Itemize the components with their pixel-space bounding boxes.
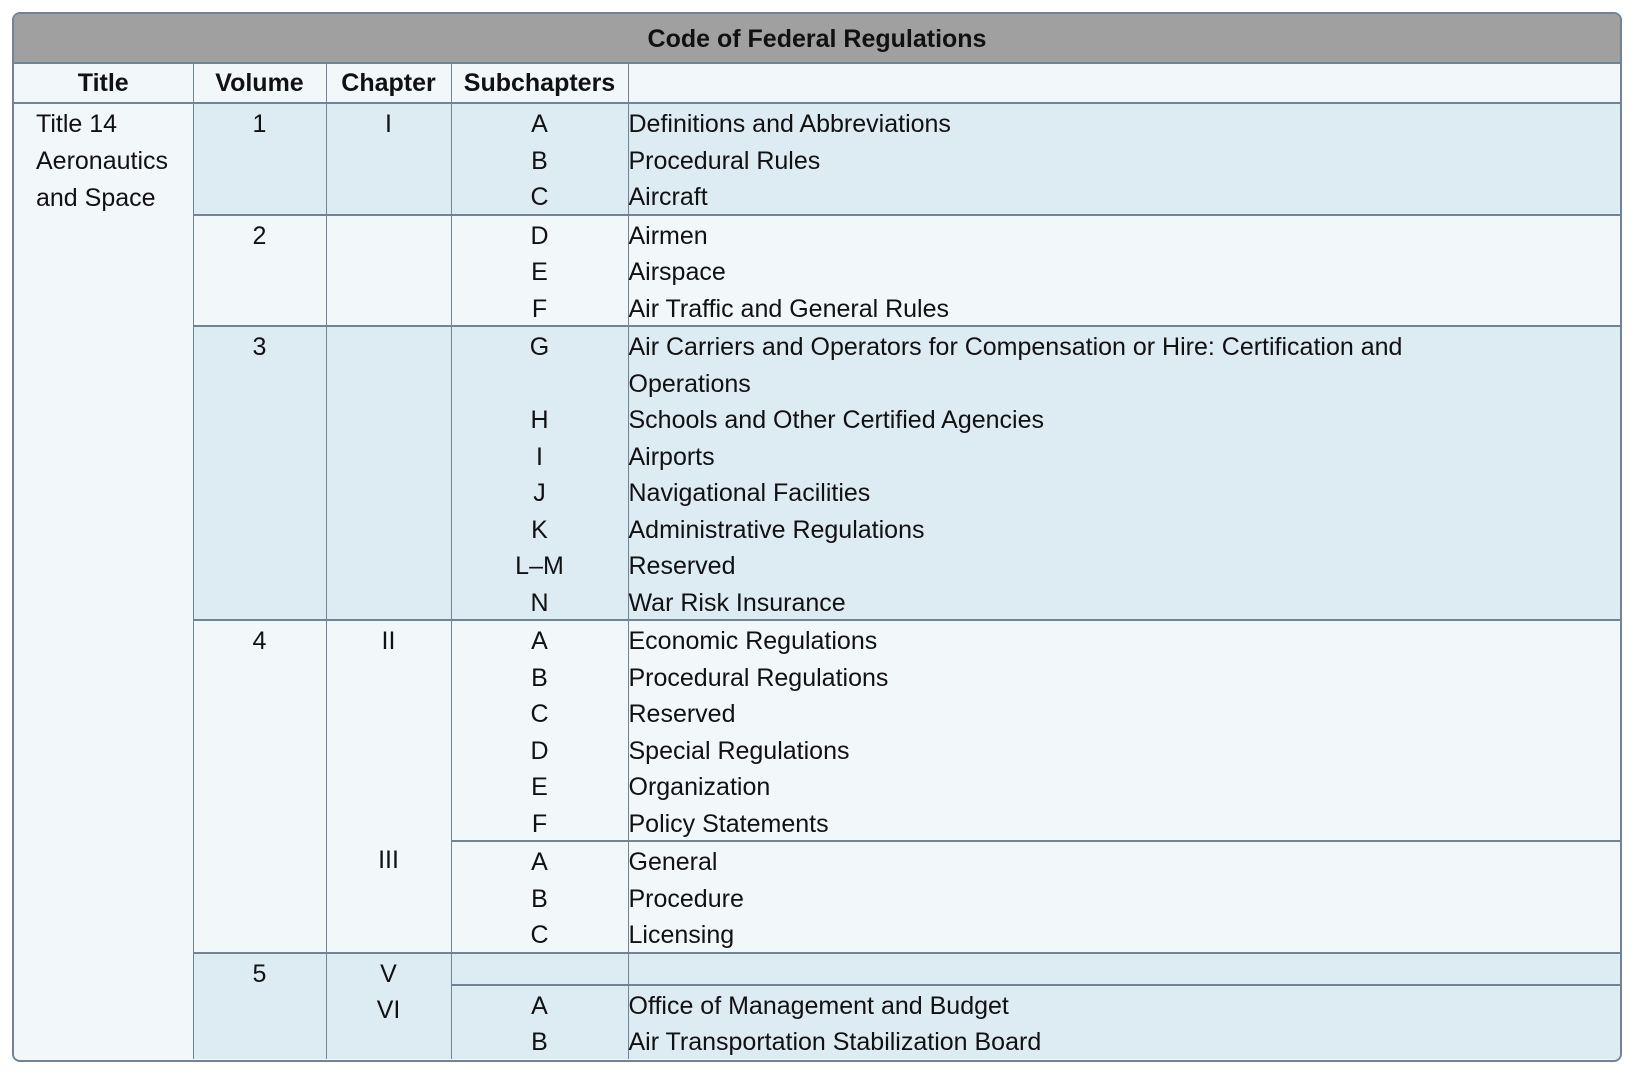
subchapter-codes [451,215,628,327]
title-line: Title 14 [36,110,118,138]
volume-row-2 [14,215,1620,327]
subchapter-codes [451,620,628,841]
subchapter-code: K [531,515,548,544]
chapter-number: I [385,110,392,138]
title-line: and Space [36,184,156,212]
header-chapter: Chapter [326,64,451,103]
subchapter-code: L–M [515,552,564,580]
subchapter-code: F [531,294,548,323]
chapter-number [327,216,451,253]
header-row [14,64,1620,103]
volume-row-3 [14,326,1620,620]
chapter-number: II [381,627,396,655]
subchapter-code: F [531,809,548,838]
chapter-number [327,327,451,364]
volume-cell [193,620,326,953]
subchapter-codes [451,841,628,953]
subchapter-code-spacer [452,364,628,401]
subchapter-names [628,326,1620,620]
subchapter-names [628,841,1620,953]
subchapter-code: A [531,110,548,138]
subchapter-code: G [529,333,550,361]
chapter-spacer [327,731,451,768]
volume-cell [193,326,326,620]
subchapter-code: A [531,991,548,1020]
subchapter-name: General [628,848,718,876]
subchapter-code: D [530,736,549,765]
cfr-table-box [12,12,1622,1062]
subchapter-code: I [536,442,543,471]
chapter-number: III [378,846,399,874]
subchapter-name: Airmen [628,221,708,250]
cfr-table [14,14,1620,1059]
subchapter-code: B [531,1028,548,1056]
volume-number: 2 [252,221,267,250]
subchapter-code: J [533,479,546,507]
volume-row-4 [14,620,1620,841]
subchapter-name: Airports [628,442,715,471]
subchapter-code: B [531,884,548,913]
subchapter-codes [451,103,628,215]
chapter-cell [326,215,451,327]
volume-number: 4 [252,627,267,655]
table-caption: Code of Federal Regulations [14,14,1620,64]
chapter-cell [326,326,451,620]
subchapter-name: Economic Regulations [628,627,878,655]
volume-number: 5 [252,959,267,988]
subchapter-name: Licensing [628,921,735,949]
title-line: Aeronautics [36,147,169,175]
chapter-number: V [380,959,397,988]
subchapter-code: A [531,848,548,876]
volume-number: 3 [252,333,267,361]
subchapter-name: Definitions and Abbreviations [628,110,951,138]
title-cell [14,103,193,1059]
subchapter-name-continued: Operations [628,369,751,398]
subchapter-name: War Risk Insurance [628,588,846,617]
volume-cell [193,103,326,215]
chapter-spacer [327,804,451,841]
chapter-spacer [327,767,451,804]
subchapter-names [628,215,1620,327]
subchapter-name: Airspace [628,258,726,286]
subchapter-name: Procedural Rules [628,146,821,175]
subchapter-name: Reserved [628,552,736,580]
chapter-cell [326,103,451,215]
chapter-cell [326,620,451,953]
subchapter-name: Air Carriers and Operators for Compensation or Hire: Certification and [628,333,1403,361]
subchapter-code: C [530,183,549,211]
subchapter-name: Aircraft [628,183,708,211]
subchapter-name: Air Traffic and General Rules [628,294,950,323]
header-names [628,64,1620,103]
subchapter-names [628,103,1620,215]
chapter-cell [326,953,451,1059]
subchapter-name: Procedural Regulations [628,663,889,692]
subchapter-name: Air Transportation Stabilization Board [628,1028,1042,1056]
header-subchapters: Subchapters [451,64,628,103]
volume-cell [193,953,326,1059]
subchapter-name: Navigational Facilities [628,479,871,507]
subchapter-name: Policy Statements [628,809,829,838]
subchapter-name: Organization [628,773,771,801]
volume-cell [193,215,326,327]
subchapter-name: Administrative Regulations [628,515,925,544]
subchapter-names-empty [628,953,1620,985]
chapter-number: VI [376,996,401,1024]
subchapter-name: Office of Management and Budget [628,991,1009,1020]
subchapter-code: C [530,921,549,949]
header-volume: Volume [193,64,326,103]
subchapter-code: A [531,627,548,655]
subchapter-names [628,985,1620,1059]
subchapter-name: Schools and Other Certified Agencies [628,406,1045,434]
subchapter-name: Reserved [628,700,736,728]
subchapter-code: N [530,588,549,617]
subchapter-code: E [531,773,548,801]
subchapter-codes [451,985,628,1059]
chapter-spacer [327,694,451,731]
subchapter-code: D [530,221,549,250]
subchapter-name: Procedure [628,884,744,913]
subchapter-codes [451,326,628,620]
subchapter-code: E [531,258,548,286]
volume-row-1 [14,103,1620,215]
header-title: Title [14,64,193,103]
subchapter-code: B [531,146,548,175]
volume-row-5 [14,953,1620,985]
subchapter-codes-empty [451,953,628,985]
subchapter-code: H [530,406,549,434]
subchapter-name: Special Regulations [628,736,850,765]
subchapter-code: C [530,700,549,728]
subchapter-code: B [531,663,548,692]
volume-number: 1 [252,110,267,138]
subchapter-names [628,620,1620,841]
chapter-spacer [327,658,451,695]
